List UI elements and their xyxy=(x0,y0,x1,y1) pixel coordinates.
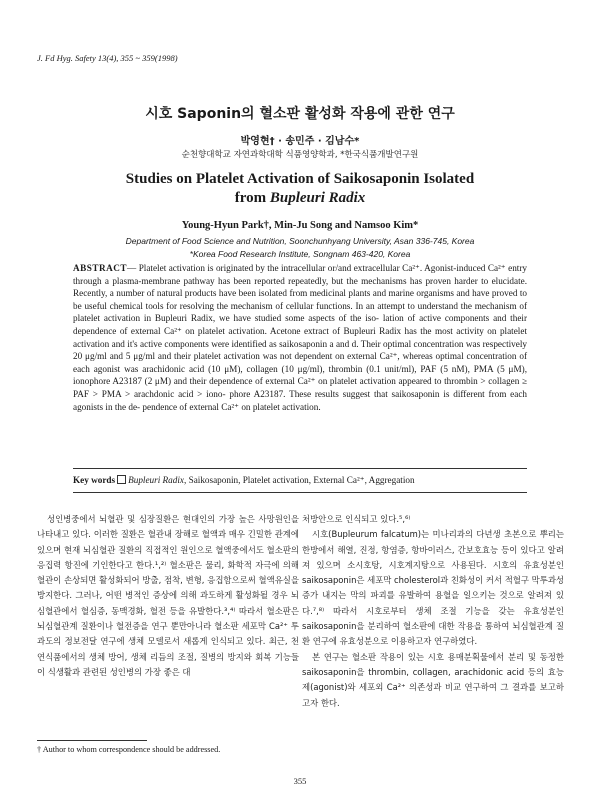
abstract-label: ABSTRACT xyxy=(73,263,128,273)
abstract-line: were identified as saikosaponin a and d. Their optimal concentration was respectively 20 μg/ml xyxy=(73,338,528,362)
divider-top xyxy=(73,468,527,469)
abstract-line: chemical tools for resolving the mechanism of cellular functions. In an attempt to understand xyxy=(109,300,458,311)
korean-title: 시호 Saponin의 혈소판 활성화 작용에 관한 연구 xyxy=(145,106,455,122)
abstract-line: pendence of external Ca²⁺ on platelet activation. xyxy=(142,401,321,412)
footnote-rule xyxy=(37,740,147,741)
body-paragraph-continued: 처방안으로 인식되고 있다.⁵,⁶⁾ xyxy=(302,514,411,524)
abstract-line: Agonist-induced Ca²⁺ entry through a plasma-membrane pathway has been reported repeatedly, xyxy=(73,263,527,286)
body-column-right xyxy=(302,512,564,711)
body-paragraph: 성인병중에서 뇌혈관 및 심장질환은 현대인의 가장 높은 사망원인을 나타내고 있다. 이러한 질환은 혈관내 장해로 혈액과 매우 긴밀한 관계에 있으며 현재 뇌심혈관 질환의 직접적인 원인으로 혈액중에서도 혈소판의 응집력 항진에 기인한다고 한다.¹,²⁾ 혈소판은 물리, 화학적 자극에 의해 혈관이 손상되면 활성화되어 방출, 점착, 변형, 응집함으로써 혈액유실을 방지한다. 그러나, 어떤 병적인 증상에 의해 과도하게 활성화될 경우 뇌심혈관에서 혈심증, 동맥경화, 혈전 등을 유발한다.³,⁴⁾ 따라서 혈소판은 뇌심혈관계 질환이나 혈전증을 연구 뿐만아니라 혈소판 세포막 Ca²⁺ 투과도의 정보전달 연구에 생체 모델로서 새롭게 인식되고 있다. 최근, 천연식품에서의 생체 방어, 생체 리듬의 조절, 질병의 방지와 회복 기능들이 식생활과 관련된 성인병의 가장 좋은 대 xyxy=(37,514,299,677)
page-number: 355 xyxy=(293,776,307,786)
abstract-line: extract of Bupleuri Radix has the most activity on platelet activation and it's active components xyxy=(73,325,527,349)
english-title-prefix: from xyxy=(234,190,267,206)
abstract-line: phore A23187. These results suggest that saikosaponin is different from each agonists in the de- xyxy=(73,388,527,412)
abstract-line: Platelet activation is originated by the intracellular or/and extracellular Ca²⁺. xyxy=(138,263,423,273)
abstract-line: unit/ml), PAF (5 nM), PMA (5 μM), ionophore A23187 (2 μM) and their dependence of external xyxy=(73,363,528,387)
keywords-label: Key words xyxy=(73,475,116,485)
english-title-species: Bupleuri Radix xyxy=(269,190,366,206)
korean-authors: 박영현† · 송민주 · 김남수* xyxy=(240,136,360,147)
abstract-dash: — xyxy=(127,263,137,273)
english-title-line1: Studies on Platelet Activation of Saikosaponin Isolated xyxy=(125,171,475,187)
abstract-line: lation of active components and their dependence of external Ca²⁺ on platelet activation. Acetone xyxy=(73,313,528,336)
english-title xyxy=(0,170,600,208)
abstract-line: the mechanism of platelet activation in Bupleuri Radix, we have studied some aspects of the iso- xyxy=(73,300,528,324)
abstract-line: but the mechanisms has proven harder to elucidate. Recently, a number of natural products xyxy=(73,275,528,299)
body-paragraph: 시호(Bupleurum falcatum)는 미나리과의 다년생 초본으로 뿌리는 한방에서 해열, 진정, 항염증, 항바이러스, 간보호효능 등이 있다고 알려져 있으며 소시호탕, 시호계지탕으로 사용된다. 시호의 유효성분인 saikosaponin은 세포막 cholesterol과 친화성이 커서 적혈구 막투과성 증가 내지는 막의 파괴를 유발하여 용혈을 일으키는 것으로 알려져 있다.⁷,⁸⁾ 따라서 시호로부터 생체 조절 기능을 갖는 유효성분인 saikosaponin을 분리하여 혈소판에 대한 작용을 통하여 뇌심혈관계 질환 연구에 유효성분으로 이용하고자 연구하였다. xyxy=(302,529,564,647)
body-column-left xyxy=(37,512,299,680)
footnote: † Author to whom correspondence should be addressed. xyxy=(37,745,221,754)
body-paragraph: 본 연구는 혈소판 작용이 있는 시호 용매분획물에서 분리 및 동정한 saikosaponin을 thrombin, collagen, arachidonic acid 등의 효능제(agonist)와 세포외 Ca²⁺ 의존성과 비교 연구하여 그 결과를 보고하고자 한다. xyxy=(302,651,564,708)
english-affiliation-2: *Korea Food Research Institute, Songnam 463-420, Korea xyxy=(189,249,411,259)
abstract-line: Ca²⁺ on platelet activation appeared to thrombin > collagen ≥ PAF > PMA > arachdonic acid > iono- xyxy=(73,376,528,399)
abstract xyxy=(73,262,527,413)
abstract-line: have been isolated from medicinal plants and marine organisms and have proved to be useful xyxy=(73,288,527,311)
abstract-line: concentration of each agonist was arachidonic acid (10 μM), collagen (10 μg/ml), thrombin (0.1 xyxy=(73,351,528,374)
english-title-line2 xyxy=(0,189,600,208)
english-authors: Young-Hyun Park†, Min-Ju Song and Namsoo Kim* xyxy=(181,220,419,231)
korean-affiliation: 순천향대학교 자연과학대학 식품영양학과, *한국식품개발연구원 xyxy=(181,150,419,160)
keywords-species: Bupleuri Radix xyxy=(128,475,184,485)
keywords-list: , Saikosaponin, Platelet activation, External Ca²⁺, Aggregation xyxy=(184,475,415,485)
abstract-text xyxy=(73,263,527,412)
journal-citation: J. Fd Hyg. Safety 13(4), 355 ~ 359(1998) xyxy=(37,53,178,63)
abstract-line: and 5 μg/ml and their platelet activation was not dependent on external Ca²⁺, whereas optimal xyxy=(109,351,464,362)
checkbox-icon xyxy=(117,475,126,484)
keywords xyxy=(73,475,527,486)
divider-bottom xyxy=(73,492,527,493)
english-affiliation-1: Department of Food Science and Nutrition, Soonchunhyang University, Asan 336-745, Korea xyxy=(125,236,475,246)
